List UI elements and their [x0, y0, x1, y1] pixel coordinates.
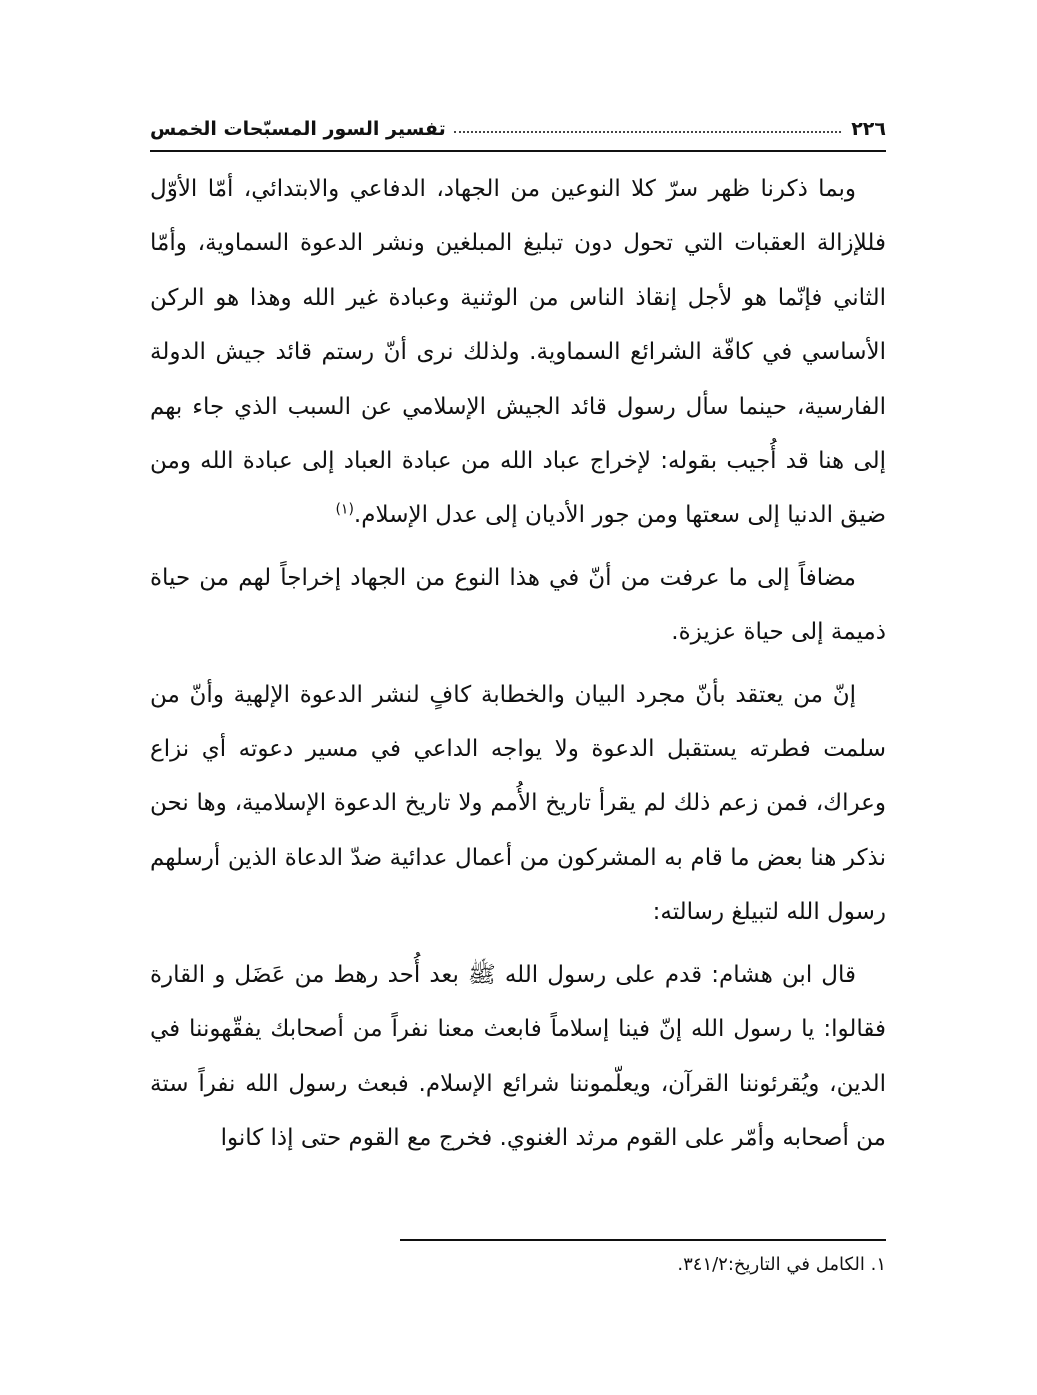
footnotes — [150, 1250, 886, 1280]
paragraph-2: مضافاً إلى ما عرفت من أنّ في هذا النوع من الجهاد إخراجاً لهم من حياة ذميمة إلى حياة عزيزة. — [150, 564, 886, 646]
footnote-rule — [400, 1239, 886, 1241]
footnote-reference[interactable]: (١) — [335, 501, 354, 518]
paragraph-1-text: وبما ذكرنا ظهر سرّ كلا النوعين من الجهاد، الدفاعي والابتدائي، أمّا الأوّل فللإزالة العقبات التي تحول دون تبليغ المبلغين ونشر الدعوة السماوية، وأمّا الثاني فإنّما هو لأجل إنقاذ الناس من الوثنية وعبادة غير الله وهذا هو الركن الأساسي في كافّة الشرائع السماوية. ولذلك نرى أنّ رستم قائد جيش الدولة الفارسية، حينما سأل رسول قائد الجيش الإسلامي عن السبب الذي جاء بهم إلى هنا قد أُجيب بقوله: لإخراج عباد الله من عبادة العباد إلى عبادة الله ومن ضيق الدنيا إلى سعتها ومن جور الأديان إلى عدل الإسلام. — [150, 176, 886, 529]
main-text — [150, 162, 886, 1165]
paragraph-3: إنّ من يعتقد بأنّ مجرد البيان والخطابة كافٍ لنشر الدعوة الإلهية وأنّ من سلمت فطرته يستقبل الدعوة ولا يواجه الداعي في مسير دعوته أي نزاع وعراك، فمن زعم ذلك لم يقرأ تاريخ الأُمم ولا تاريخ الدعوة الإسلامية، وها نحن نذكر هنا بعض ما قام به المشركون من أعمال عدائية ضدّ الدعاة الذين أرسلهم رسول الله لتبيلغ رسالته: — [150, 681, 886, 926]
header-dot-leader — [454, 131, 841, 133]
running-header — [150, 104, 886, 140]
paragraph-4: قال ابن هشام: قدم على رسول الله ﷺ بعد أُحد رهط من عَضَل و القارة فقالوا: يا رسول الله إنّ فينا إسلاماً فابعث معنا نفراً من أصحابك يفقّهوننا في الدين، ويُقرئوننا القرآن، ويعلّموننا شرائع الإسلام. فبعث رسول الله نفراً ستة من أصحابه وأمّر على القوم مرثد الغنوي. فخرج مع القوم حتى إذا كانوا — [150, 961, 886, 1151]
page-number: ٢٢٦ — [851, 118, 886, 140]
paragraph-1 — [150, 162, 886, 543]
header-rule — [150, 150, 886, 152]
footnote-1: ١. الكامل في التاريخ:٣٤١/٢. — [677, 1254, 886, 1275]
book-title: تفسير السور المسبّحات الخمس — [150, 118, 446, 140]
